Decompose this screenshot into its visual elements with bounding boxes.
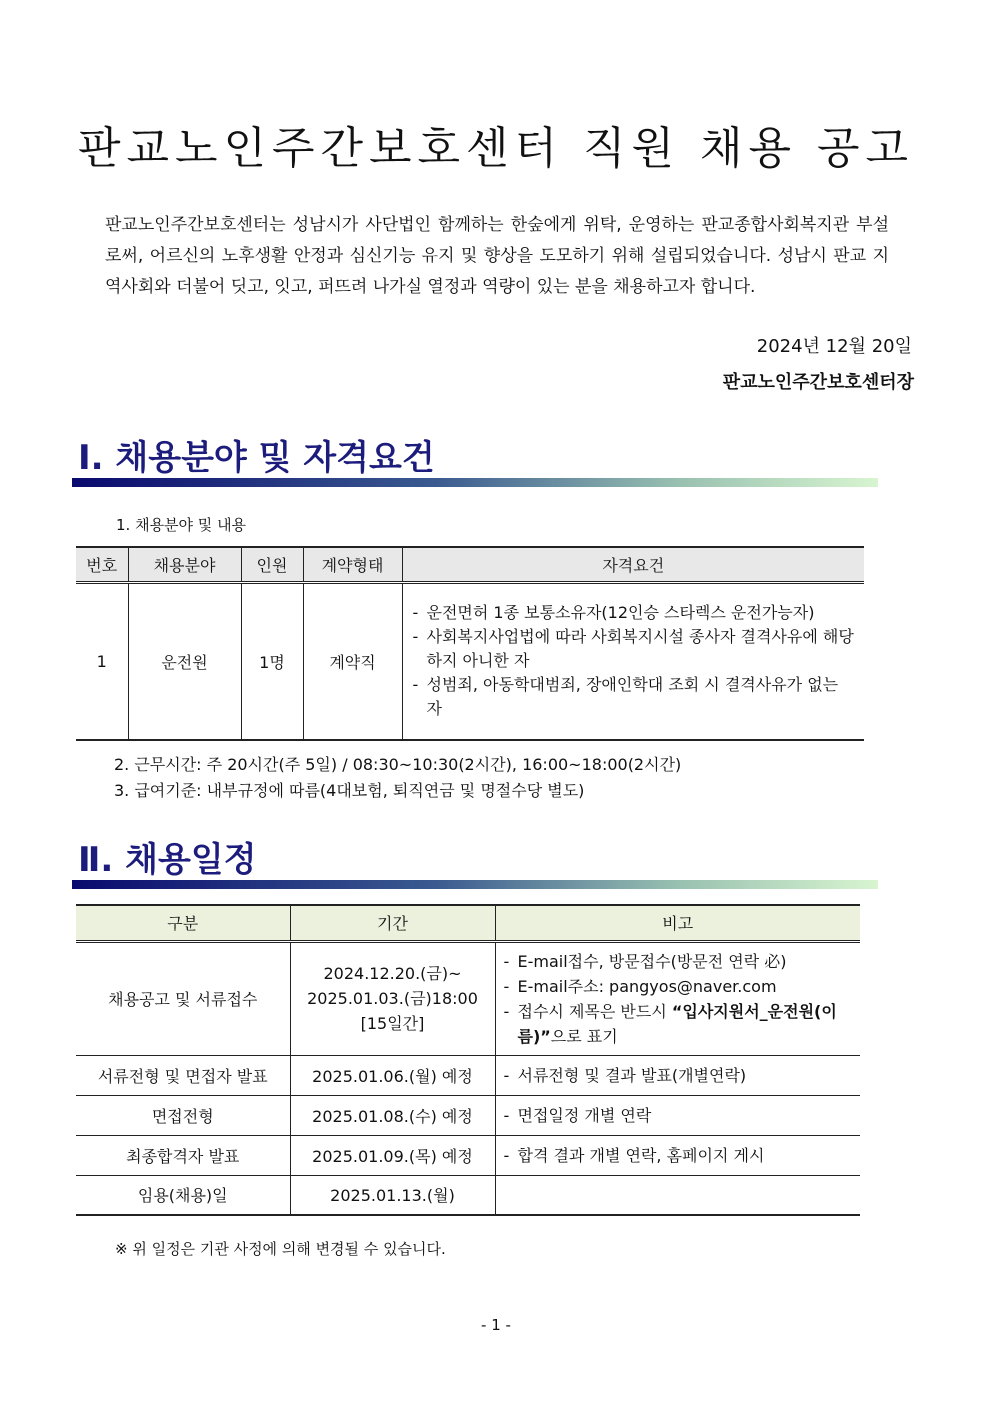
signer: 판교노인주간보호센터장 xyxy=(722,372,914,393)
cell-field: 운전원 xyxy=(128,582,241,740)
qual-item: - 운전면허 1종 보통소유자(12인승 스타렉스 운전가능자) xyxy=(413,601,857,625)
cell-no: 1 xyxy=(76,582,128,740)
cell-stage: 채용공고 및 서류접수 xyxy=(76,941,290,1055)
col-header-no: 번호 xyxy=(76,547,128,582)
note-text: 합격 결과 개별 연락, 홈페이지 게시 xyxy=(517,1145,765,1165)
note-text: 서류전형 및 결과 발표(개별연락) xyxy=(517,1065,747,1085)
table-row xyxy=(76,1095,860,1135)
table-row xyxy=(76,1175,860,1215)
intro-paragraph: 판교노인주간보호센터는 성남시가 사단법인 함께하는 한숲에게 위탁, 운영하는 판교종합사회복지관 부설로써, 어르신의 노후생활 안정과 심신기능 유지 및 향상을 도모하기 위해 설립되었습니다. 성남시 판교 지역사회와 더불어 딧고, 잇고, 퍼뜨려 나가실 열정과 역량이 있는 분을 채용하고자 합니다. xyxy=(105,215,889,297)
note-prefix: 접수시 제목은 반드시 xyxy=(517,1001,672,1021)
period-line: [15일간] xyxy=(360,1014,425,1033)
table-row xyxy=(76,582,864,740)
notice-date: 2024년 12월 20일 xyxy=(756,336,912,357)
note-item: - E-mail주소: pangyos@naver.com xyxy=(504,974,853,999)
col-header-count: 인원 xyxy=(241,547,303,582)
qual-item: - 성범죄, 아동학대범죄, 장애인학대 조회 시 결격사유가 없는 자 xyxy=(413,673,857,721)
cell-note xyxy=(495,1175,860,1215)
cell-period xyxy=(290,941,495,1055)
section2-bar xyxy=(72,880,878,889)
table-row xyxy=(76,1055,860,1095)
cell-stage: 서류전형 및 면접자 발표 xyxy=(76,1055,290,1095)
note-item: - 접수시 제목은 반드시 “입사지원서_운전원(이름)”으로 표기 xyxy=(504,999,853,1049)
cell-note: - 면접일정 개별 연락 xyxy=(495,1095,860,1135)
cell-stage: 임용(채용)일 xyxy=(76,1175,290,1215)
col-header-note: 비고 xyxy=(495,905,860,941)
period-line: 2024.12.20.(금)~ xyxy=(323,964,462,983)
page-number: - 1 - xyxy=(481,1316,511,1334)
salary-basis: 3. 급여기준: 내부규정에 따름(4대보험, 퇴직연금 및 명절수당 별도) xyxy=(114,781,585,800)
cell-period: 2025.01.13.(월) xyxy=(290,1175,495,1215)
cell-note xyxy=(495,941,860,1055)
section1-heading: Ⅰ. 채용분야 및 자격요건 xyxy=(78,438,435,478)
cell-stage: 최종합격자 발표 xyxy=(76,1135,290,1175)
page-title: 판교노인주간보호센터 직원 채용 공고 xyxy=(77,123,915,174)
col-header-stage: 구분 xyxy=(76,905,290,941)
col-header-contract: 계약형태 xyxy=(303,547,402,582)
section1-sub1: 1. 채용분야 및 내용 xyxy=(116,516,247,534)
schedule-header-row xyxy=(76,905,860,941)
cell-note: - 서류전형 및 결과 발표(개별연락) xyxy=(495,1055,860,1095)
col-header-period: 기간 xyxy=(290,905,495,941)
note-item: - E-mail접수, 방문접수(방문전 연락 必) xyxy=(504,949,853,974)
note-text: E-mail주소: pangyos@naver.com xyxy=(517,976,777,996)
table-row xyxy=(76,1135,860,1175)
work-hours: 2. 근무시간: 주 20시간(주 5일) / 08:30~10:30(2시간), 16:00~18:00(2시간) xyxy=(114,755,682,774)
note-text xyxy=(518,999,853,1049)
qual-text: 성범죄, 아동학대범죄, 장애인학대 조회 시 결격사유가 없는 자 xyxy=(426,675,839,719)
cell-note: - 합격 결과 개별 연락, 홈페이지 게시 xyxy=(495,1135,860,1175)
col-header-quals: 자격요건 xyxy=(402,547,864,582)
schedule-table xyxy=(76,904,860,1216)
qual-text: 사회복지사업법에 따라 사회복지시설 종사자 결격사유에 해당하지 아니한 자 xyxy=(426,627,854,671)
note-text: 면접일정 개별 연락 xyxy=(517,1105,652,1125)
cell-stage: 면접전형 xyxy=(76,1095,290,1135)
qual-item: - 사회복지사업법에 따라 사회복지시설 종사자 결격사유에 해당하지 아니한 자 xyxy=(413,625,857,673)
cell-count: 1명 xyxy=(241,582,303,740)
note-suffix: 으로 표기 xyxy=(550,1026,618,1046)
col-header-field: 채용분야 xyxy=(128,547,241,582)
cell-contract: 계약직 xyxy=(303,582,402,740)
positions-header-row xyxy=(76,547,864,582)
section1-bar xyxy=(72,478,878,487)
cell-period: 2025.01.08.(수) 예정 xyxy=(290,1095,495,1135)
note-text: E-mail접수, 방문접수(방문전 연락 必) xyxy=(517,951,787,971)
cell-period: 2025.01.09.(목) 예정 xyxy=(290,1135,495,1175)
qual-text: 운전면허 1종 보통소유자(12인승 스타렉스 운전가능자) xyxy=(426,603,815,623)
schedule-footnote: ※ 위 일정은 기관 사정에 의해 변경될 수 있습니다. xyxy=(115,1240,446,1258)
cell-period: 2025.01.06.(월) 예정 xyxy=(290,1055,495,1095)
positions-table xyxy=(76,546,864,741)
table-row xyxy=(76,941,860,1055)
note-bold: “입사지원서_운전원(이름)” xyxy=(517,1001,837,1046)
cell-quals xyxy=(402,582,864,740)
period-line: 2025.01.03.(금)18:00 xyxy=(307,989,478,1008)
section2-heading: Ⅱ. 채용일정 xyxy=(78,840,257,880)
